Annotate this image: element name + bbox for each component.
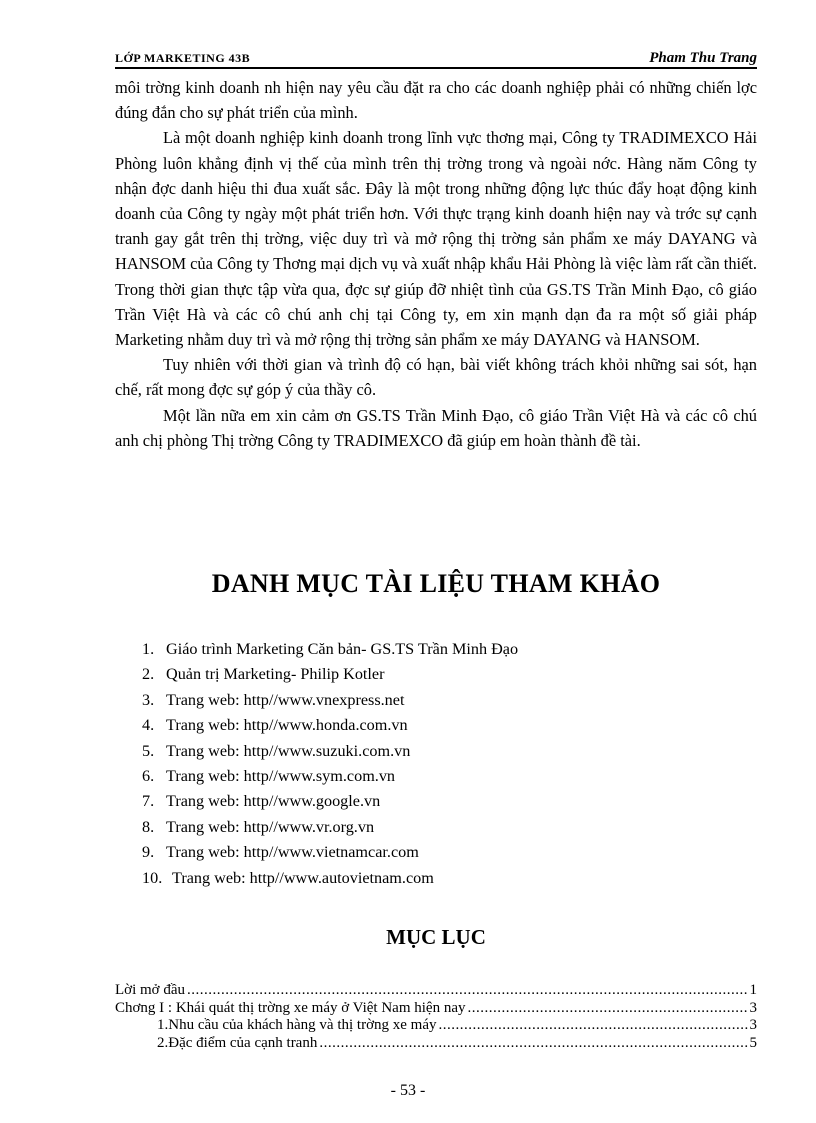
- toc-row: Chơng I : Khái quát thị trờng xe máy ở Việt Nam hiện nay ..... 3: [115, 1000, 757, 1018]
- reference-item: 5. Trang web: http//www.suzuki.com.vn: [142, 741, 411, 760]
- reference-item: 6. Trang web: http//www.sym.com.vn: [142, 767, 396, 786]
- reference-item: 3. Trang web: http//www.vnexpress.net: [142, 690, 405, 709]
- toc-title: MỤC LỤC: [386, 925, 486, 949]
- reference-item: 10. Trang web: http//www.autovietnam.com: [142, 868, 434, 887]
- paragraph-2: Là một doanh nghiệp kinh doanh trong lĩnh vực thơng mại, Công ty TRADIMEXCO Hải Phòng luôn khẳng định vị thế của mình trên thị trờng trong và ngoài nớc. Hàng năm Công ty nhận đợc danh hiệu thi đua xuất sắc. Đây là một trong những động lực thúc đẩy hoạt động kinh doanh của Công ty ngày một phát triển hơn. Với thực trạng kinh doanh hiện nay và trớc sự cạnh tranh gay gắt trên thị trờng, việc duy trì và mở rộng thị trờng sản phẩm xe máy DAYANG và HANSOM của Công ty Thơng mại dịch vụ và xuất nhập khẩu Hải Phòng là việc làm rất cần thiết. Trong thời gian thực tập vừa qua, đợc sự giúp đỡ nhiệt tình của GS.TS Trần Minh Đạo, cô giáo Trần Việt Hà và các cô chú anh chị tại Công ty, em xin mạnh dạn đa ra một số giải pháp Marketing nhằm duy trì và mở rộng thị trờng sản phẩm xe máy DAYANG và HANSOM.: [115, 128, 758, 350]
- toc-row: 2. Đặc điểm của cạnh tranh ..... 5: [115, 1035, 757, 1053]
- header-author-name: Pham Thu Trang: [649, 50, 757, 66]
- page-header: [115, 47, 757, 69]
- paragraph-4: Một lần nữa em xin cảm ơn GS.TS Trần Minh Đạo, cô giáo Trần Việt Hà và các cô chú anh chị phòng Thị trờng Công ty TRADIMEXCO đã giúp em hoàn thành đề tài.: [115, 405, 757, 450]
- table-of-contents: [115, 982, 757, 1052]
- header-class-label: LỚP MARKETING 43B: [115, 51, 251, 65]
- reference-item: 2. Quản trị Marketing- Philip Kotler: [142, 665, 385, 684]
- references-list: [142, 637, 742, 891]
- reference-item: 4. Trang web: http//www.honda.com.vn: [142, 716, 408, 735]
- references-title: DANH MỤC TÀI LIỆU THAM KHẢO: [211, 569, 661, 598]
- paragraph-3: Tuy nhiên với thời gian và trình độ có hạn, bài viết không trách khỏi những sai sót, hạn chế, rất mong đợc sự góp ý của thầy cô.: [115, 355, 757, 400]
- reference-item: 7. Trang web: http//www.google.vn: [142, 792, 381, 811]
- reference-item: 9. Trang web: http//www.vietnamcar.com: [142, 843, 419, 862]
- reference-item: 8. Trang web: http//www.vr.org.vn: [142, 817, 375, 836]
- paragraph-1: môi trờng kinh doanh nh hiện nay yêu cầu đặt ra cho các doanh nghiệp phải có những chiến lợc đúng đắn cho sự phát triển của mình.: [115, 78, 757, 123]
- reference-item: 1. Giáo trình Marketing Căn bản- GS.TS Trần Minh Đạo: [142, 640, 519, 658]
- body-text: [115, 75, 757, 453]
- toc-row: Lời mở đầu ..... 1: [115, 982, 757, 1000]
- page-number: - 53 -: [390, 1082, 426, 1099]
- toc-row: 1. Nhu cầu của khách hàng và thị trờng xe máy ..... 3: [115, 1017, 757, 1035]
